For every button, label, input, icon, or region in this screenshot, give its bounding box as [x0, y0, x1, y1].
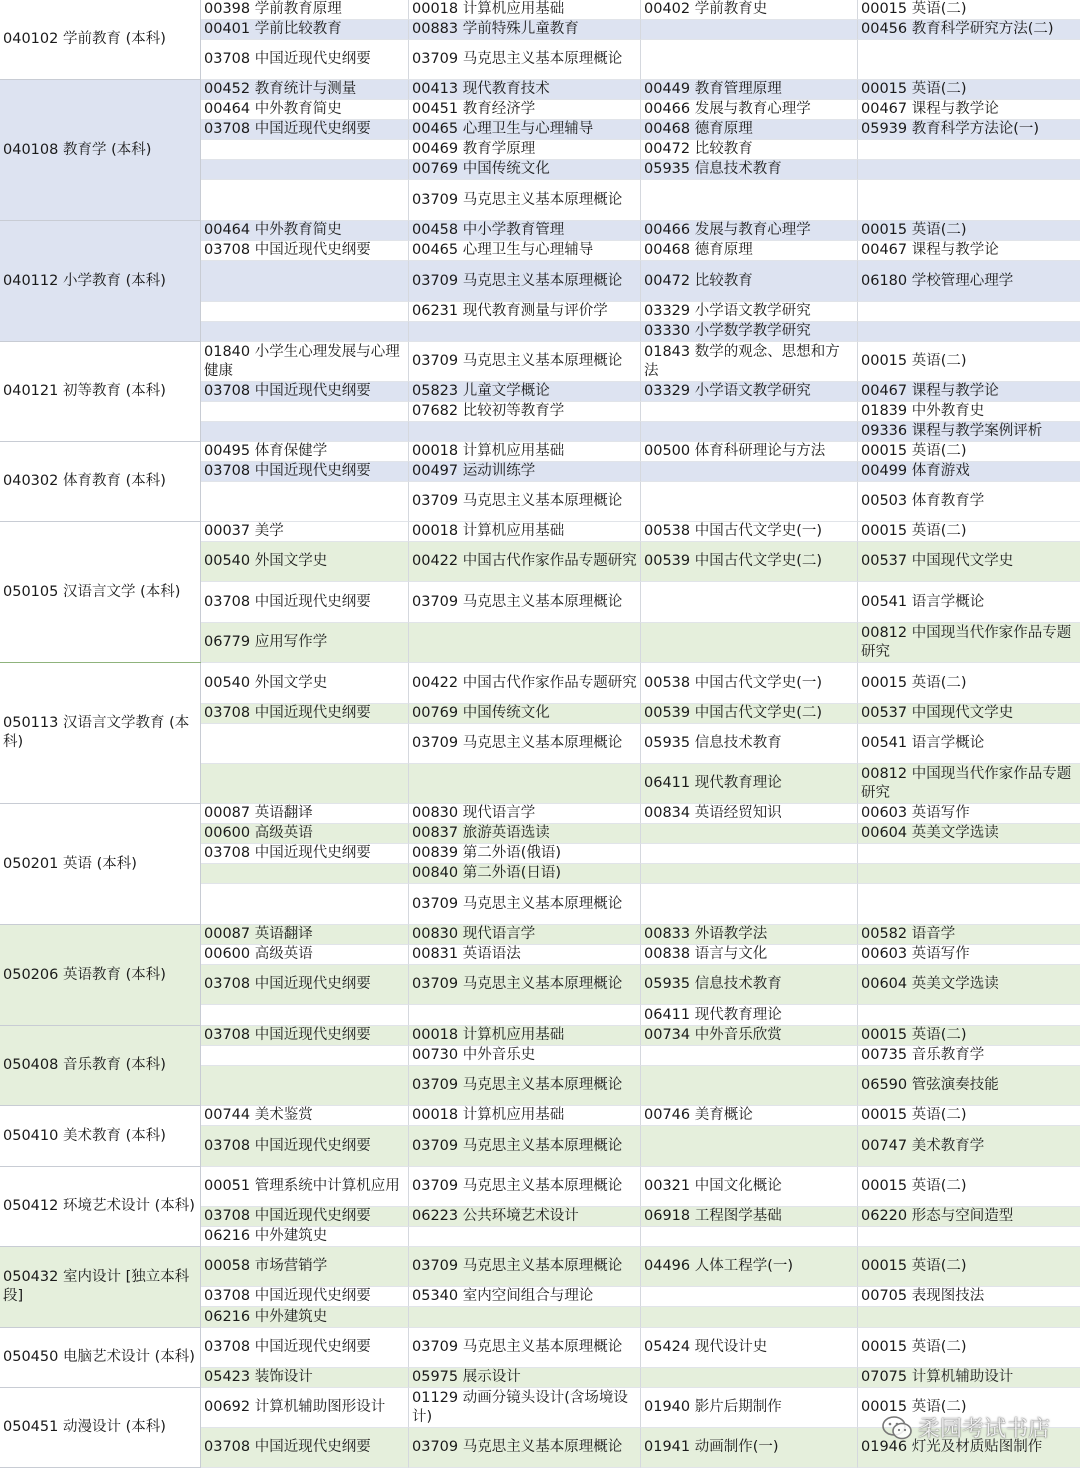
course-cell	[409, 623, 641, 663]
course-cell: 03708 中国近现代史纲要	[201, 1126, 409, 1167]
major-name: 050451 动漫设计 (本科)	[0, 1388, 201, 1467]
course-cell	[641, 20, 858, 40]
course-cell	[201, 764, 409, 804]
course-cell	[201, 884, 409, 925]
course-cell	[201, 322, 409, 342]
course-cell: 00735 音乐教育学	[858, 1046, 1080, 1066]
course-cell	[858, 140, 1080, 160]
course-cell	[641, 824, 858, 844]
major-name: 050105 汉语言文学 (本科)	[0, 522, 201, 662]
course-cell: 00467 课程与教学论	[858, 100, 1080, 120]
course-cell: 03709 马克思主义基本原理概论	[409, 965, 641, 1005]
table-row	[201, 221, 1080, 241]
course-cell: 00833 外语教学法	[641, 925, 858, 945]
course-cell: 00402 学前教育史	[641, 0, 858, 20]
course-cell	[409, 322, 641, 342]
major-group	[0, 1106, 1080, 1167]
course-cell: 03709 马克思主义基本原理概论	[409, 261, 641, 302]
course-cell: 03709 马克思主义基本原理概论	[409, 1247, 641, 1287]
course-cell: 00603 英语写作	[858, 804, 1080, 824]
course-cell: 01940 影片后期制作	[641, 1388, 858, 1428]
course-cell	[409, 1005, 641, 1026]
course-cell: 03709 马克思主义基本原理概论	[409, 1167, 641, 1207]
course-cell: 00705 表现图技法	[858, 1287, 1080, 1307]
course-cell	[858, 884, 1080, 925]
course-cell	[201, 482, 409, 522]
course-cell: 00830 现代语言学	[409, 925, 641, 945]
table-row	[201, 0, 1080, 20]
course-cell: 00540 外国文学史	[201, 542, 409, 582]
course-cell: 00467 课程与教学论	[858, 241, 1080, 261]
course-cell: 01840 小学生心理发展与心理健康	[201, 342, 409, 382]
course-cell: 05935 信息技术教育	[641, 160, 858, 180]
course-cell: 03709 马克思主义基本原理概论	[409, 1328, 641, 1368]
table-row	[201, 1005, 1080, 1026]
course-cell: 00840 第二外语(日语)	[409, 864, 641, 884]
course-cell: 07682 比较初等教育学	[409, 402, 641, 422]
major-group	[0, 663, 1080, 804]
course-cell	[641, 1126, 858, 1167]
course-cell	[858, 180, 1080, 221]
course-cell	[201, 160, 409, 180]
table-row	[201, 40, 1080, 80]
course-cell: 00015 英语(二)	[858, 342, 1080, 382]
course-cell: 00015 英语(二)	[858, 663, 1080, 704]
table-row	[201, 261, 1080, 302]
course-cell: 00600 高级英语	[201, 824, 409, 844]
course-cell: 00465 心理卫生与心理辅导	[409, 120, 641, 140]
table-row	[201, 864, 1080, 884]
course-cell: 06411 现代教育理论	[641, 1005, 858, 1026]
course-cell: 00831 英语语法	[409, 945, 641, 965]
course-cell	[641, 1307, 858, 1328]
course-cell	[201, 1046, 409, 1066]
course-cell: 03709 马克思主义基本原理概论	[409, 180, 641, 221]
major-name: 040112 小学教育 (本科)	[0, 221, 201, 341]
course-cell: 03709 马克思主义基本原理概论	[409, 342, 641, 382]
course-cell: 03329 小学语文教学研究	[641, 302, 858, 322]
course-cell: 00604 英美文学选读	[858, 824, 1080, 844]
course-cell	[409, 764, 641, 804]
course-cell: 05939 教育科学方法论(一)	[858, 120, 1080, 140]
course-cell: 03708 中国近现代史纲要	[201, 40, 409, 80]
table-row	[201, 724, 1080, 764]
course-cell: 00746 美育概论	[641, 1106, 858, 1126]
course-cell: 00018 计算机应用基础	[409, 442, 641, 462]
table-row	[201, 1066, 1080, 1106]
course-cell: 06411 现代教育理论	[641, 764, 858, 804]
course-cell	[201, 302, 409, 322]
table-row	[201, 945, 1080, 965]
course-cell: 00497 运动训练学	[409, 462, 641, 482]
course-cell: 06231 现代教育测量与评价学	[409, 302, 641, 322]
course-cell	[858, 1307, 1080, 1328]
course-cell	[201, 1005, 409, 1026]
course-cell: 00018 计算机应用基础	[409, 522, 641, 542]
table-row	[201, 20, 1080, 40]
table-row	[201, 704, 1080, 724]
course-cell: 00603 英语写作	[858, 945, 1080, 965]
course-cell	[641, 623, 858, 663]
table-row	[201, 1328, 1080, 1368]
major-group	[0, 804, 1080, 925]
table-row	[201, 100, 1080, 120]
course-cell	[641, 180, 858, 221]
course-cell: 00465 心理卫生与心理辅导	[409, 241, 641, 261]
table-row	[201, 482, 1080, 522]
course-cell: 05340 室内空间组合与理论	[409, 1287, 641, 1307]
course-cell: 00087 英语翻译	[201, 925, 409, 945]
course-cell: 03709 马克思主义基本原理概论	[409, 884, 641, 925]
course-cell: 00472 比较教育	[641, 140, 858, 160]
table-row	[201, 1126, 1080, 1167]
major-name: 040108 教育学 (本科)	[0, 80, 201, 220]
major-name: 050206 英语教育 (本科)	[0, 925, 201, 1025]
course-cell: 05423 装饰设计	[201, 1368, 409, 1388]
major-name: 050410 美术教育 (本科)	[0, 1106, 201, 1166]
course-cell: 00015 英语(二)	[858, 1167, 1080, 1207]
course-cell: 06220 形态与空间造型	[858, 1207, 1080, 1227]
major-name: 050113 汉语言文学教育 (本科)	[0, 663, 201, 803]
table-row	[201, 522, 1080, 542]
table-row	[201, 462, 1080, 482]
major-group	[0, 342, 1080, 442]
course-cell: 00830 现代语言学	[409, 804, 641, 824]
course-cell: 03330 小学数学教学研究	[641, 322, 858, 342]
major-name: 050450 电脑艺术设计 (本科)	[0, 1328, 201, 1387]
course-cell: 00422 中国古代作家作品专题研究	[409, 663, 641, 704]
course-cell: 00051 管理系统中计算机应用	[201, 1167, 409, 1207]
course-cell: 01839 中外教育史	[858, 402, 1080, 422]
course-cell: 03708 中国近现代史纲要	[201, 382, 409, 402]
course-cell: 00464 中外教育简史	[201, 100, 409, 120]
course-cell: 05424 现代设计史	[641, 1328, 858, 1368]
course-cell: 00837 旅游英语选读	[409, 824, 641, 844]
course-cell	[201, 140, 409, 160]
table-row	[201, 1368, 1080, 1388]
course-cell: 03709 马克思主义基本原理概论	[409, 1428, 641, 1468]
course-cell: 00541 语言学概论	[858, 582, 1080, 623]
course-cell: 00449 教育管理原理	[641, 80, 858, 100]
major-group	[0, 221, 1080, 342]
course-cell: 03708 中国近现代史纲要	[201, 1428, 409, 1468]
course-cell: 00037 美学	[201, 522, 409, 542]
course-cell	[858, 322, 1080, 342]
course-cell: 00466 发展与教育心理学	[641, 221, 858, 241]
course-cell: 00500 体育科研理论与方法	[641, 442, 858, 462]
course-cell: 06216 中外建筑史	[201, 1227, 409, 1247]
course-cell: 05935 信息技术教育	[641, 965, 858, 1005]
course-cell: 01843 数学的观念、思想和方法	[641, 342, 858, 382]
course-cell	[641, 1287, 858, 1307]
course-cell: 03708 中国近现代史纲要	[201, 241, 409, 261]
course-cell: 03329 小学语文教学研究	[641, 382, 858, 402]
table-row	[201, 965, 1080, 1005]
course-cell: 00744 美术鉴赏	[201, 1106, 409, 1126]
table-row	[201, 80, 1080, 100]
table-row	[201, 804, 1080, 824]
course-cell: 00838 语言与文化	[641, 945, 858, 965]
course-cell: 00537 中国现代文学史	[858, 704, 1080, 724]
course-cell: 00769 中国传统文化	[409, 704, 641, 724]
course-cell	[641, 1227, 858, 1247]
course-cell: 06216 中外建筑史	[201, 1307, 409, 1328]
major-name: 050201 英语 (本科)	[0, 804, 201, 924]
course-cell: 00015 英语(二)	[858, 442, 1080, 462]
course-cell: 00812 中国现当代作家作品专题研究	[858, 623, 1080, 663]
course-cell: 00466 发展与教育心理学	[641, 100, 858, 120]
course-cell: 05975 展示设计	[409, 1368, 641, 1388]
course-cell: 00541 语言学概论	[858, 724, 1080, 764]
course-cell: 00538 中国古代文学史(一)	[641, 522, 858, 542]
course-cell	[641, 402, 858, 422]
wechat-icon	[882, 1415, 912, 1441]
course-cell	[641, 864, 858, 884]
table-row	[201, 582, 1080, 623]
course-cell: 00540 外国文学史	[201, 663, 409, 704]
course-cell	[409, 422, 641, 442]
course-cell: 00015 英语(二)	[858, 1106, 1080, 1126]
course-cell: 03709 马克思主义基本原理概论	[409, 724, 641, 764]
course-cell	[858, 864, 1080, 884]
course-cell: 00769 中国传统文化	[409, 160, 641, 180]
course-cell: 00018 计算机应用基础	[409, 1106, 641, 1126]
table-row	[201, 1207, 1080, 1227]
major-name: 040302 体育教育 (本科)	[0, 442, 201, 521]
table-row	[201, 180, 1080, 221]
course-cell: 06590 管弦演奏技能	[858, 1066, 1080, 1106]
table-row	[201, 1247, 1080, 1287]
course-cell: 00015 英语(二)	[858, 1026, 1080, 1046]
course-cell	[641, 1368, 858, 1388]
course-cell	[641, 884, 858, 925]
course-cell: 00401 学前比较教育	[201, 20, 409, 40]
course-cell: 00015 英语(二)	[858, 522, 1080, 542]
course-cell: 01129 动画分镜头设计(含场境设计)	[409, 1388, 641, 1428]
course-cell: 01946 灯光及材质贴图制作	[858, 1428, 1080, 1468]
table-row	[201, 382, 1080, 402]
course-cell: 00600 高级英语	[201, 945, 409, 965]
course-cell	[201, 261, 409, 302]
course-cell	[201, 864, 409, 884]
major-group	[0, 1247, 1080, 1328]
course-cell: 00472 比较教育	[641, 261, 858, 302]
course-cell: 05823 儿童文学概论	[409, 382, 641, 402]
watermark	[882, 1412, 1050, 1443]
course-cell: 00018 计算机应用基础	[409, 1026, 641, 1046]
course-cell	[858, 844, 1080, 864]
course-cell: 03709 马克思主义基本原理概论	[409, 40, 641, 80]
major-group	[0, 522, 1080, 663]
course-cell: 05935 信息技术教育	[641, 724, 858, 764]
major-group	[0, 80, 1080, 221]
table-row	[201, 1287, 1080, 1307]
table-row	[201, 844, 1080, 864]
course-cell: 00499 体育游戏	[858, 462, 1080, 482]
course-cell: 03708 中国近现代史纲要	[201, 704, 409, 724]
major-group	[0, 1328, 1080, 1388]
course-cell: 06918 工程图学基础	[641, 1207, 858, 1227]
course-cell	[641, 482, 858, 522]
major-name: 050408 音乐教育 (本科)	[0, 1026, 201, 1105]
course-cell: 00467 课程与教学论	[858, 382, 1080, 402]
course-cell: 03709 马克思主义基本原理概论	[409, 582, 641, 623]
course-cell	[409, 1227, 641, 1247]
course-cell	[201, 180, 409, 221]
course-cell: 00539 中国古代文学史(二)	[641, 542, 858, 582]
table-row	[201, 925, 1080, 945]
course-cell: 03709 马克思主义基本原理概论	[409, 482, 641, 522]
course-cell: 00503 体育教育学	[858, 482, 1080, 522]
course-cell: 00422 中国古代作家作品专题研究	[409, 542, 641, 582]
major-group	[0, 0, 1080, 80]
table-row	[201, 1106, 1080, 1126]
table-row	[201, 241, 1080, 261]
course-cell: 00747 美术教育学	[858, 1126, 1080, 1167]
course-cell: 00537 中国现代文学史	[858, 542, 1080, 582]
course-cell: 07075 计算机辅助设计	[858, 1368, 1080, 1388]
course-cell: 00015 英语(二)	[858, 0, 1080, 20]
course-cell: 00883 学前特殊儿童教育	[409, 20, 641, 40]
course-cell: 00015 英语(二)	[858, 1388, 1080, 1428]
course-cell	[201, 422, 409, 442]
course-cell: 00495 体育保健学	[201, 442, 409, 462]
table-row	[201, 322, 1080, 342]
course-cell: 00015 英语(二)	[858, 221, 1080, 241]
course-cell: 03708 中国近现代史纲要	[201, 582, 409, 623]
course-cell: 03708 中国近现代史纲要	[201, 844, 409, 864]
course-cell: 00458 中小学教育管理	[409, 221, 641, 241]
course-cell	[201, 724, 409, 764]
course-cell	[641, 582, 858, 623]
major-group	[0, 442, 1080, 522]
major-group	[0, 1026, 1080, 1106]
course-cell: 00730 中外音乐史	[409, 1046, 641, 1066]
course-cell: 00087 英语翻译	[201, 804, 409, 824]
table-row	[201, 623, 1080, 663]
course-cell	[858, 302, 1080, 322]
course-cell: 00451 教育经济学	[409, 100, 641, 120]
course-cell: 03708 中国近现代史纲要	[201, 1207, 409, 1227]
course-cell: 00469 教育学原理	[409, 140, 641, 160]
table-row	[201, 1227, 1080, 1247]
course-cell	[641, 40, 858, 80]
course-cell: 00015 英语(二)	[858, 1247, 1080, 1287]
course-cell	[858, 160, 1080, 180]
course-cell: 00452 教育统计与测量	[201, 80, 409, 100]
course-cell: 03708 中国近现代史纲要	[201, 462, 409, 482]
course-cell: 06223 公共环境艺术设计	[409, 1207, 641, 1227]
course-cell: 00538 中国古代文学史(一)	[641, 663, 858, 704]
table-row	[201, 342, 1080, 382]
course-cell: 00468 德育原理	[641, 241, 858, 261]
course-cell: 03708 中国近现代史纲要	[201, 120, 409, 140]
table-row	[201, 1046, 1080, 1066]
course-cell	[201, 1066, 409, 1106]
course-cell: 06180 学校管理心理学	[858, 261, 1080, 302]
course-cell: 00539 中国古代文学史(二)	[641, 704, 858, 724]
table-row	[201, 140, 1080, 160]
course-cell: 00604 英美文学选读	[858, 965, 1080, 1005]
table-row	[201, 1167, 1080, 1207]
course-cell	[641, 844, 858, 864]
table-row	[201, 884, 1080, 925]
course-cell: 00015 英语(二)	[858, 1328, 1080, 1368]
major-name: 050412 环境艺术设计 (本科)	[0, 1167, 201, 1246]
course-cell: 03708 中国近现代史纲要	[201, 965, 409, 1005]
table-row	[201, 764, 1080, 804]
table-row	[201, 302, 1080, 322]
table-row	[201, 1026, 1080, 1046]
course-cell: 00398 学前教育原理	[201, 0, 409, 20]
major-name: 050432 室内设计 [独立本科段]	[0, 1247, 201, 1327]
course-cell: 00018 计算机应用基础	[409, 0, 641, 20]
table-row	[201, 160, 1080, 180]
course-cell	[858, 1227, 1080, 1247]
course-cell: 00812 中国现当代作家作品专题研究	[858, 764, 1080, 804]
course-cell: 00839 第二外语(俄语)	[409, 844, 641, 864]
course-cell: 00468 德育原理	[641, 120, 858, 140]
watermark-text: 柔园考试书店	[917, 1417, 1050, 1442]
course-cell	[858, 40, 1080, 80]
course-cell: 04496 人体工程学(一)	[641, 1247, 858, 1287]
course-cell	[409, 1307, 641, 1328]
table-row	[201, 663, 1080, 704]
course-cell: 00734 中外音乐欣赏	[641, 1026, 858, 1046]
course-cell: 03709 马克思主义基本原理概论	[409, 1126, 641, 1167]
course-cell: 00321 中国文化概论	[641, 1167, 858, 1207]
course-cell: 01941 动画制作(一)	[641, 1428, 858, 1468]
course-cell	[641, 1046, 858, 1066]
course-cell: 00582 语音学	[858, 925, 1080, 945]
course-cell: 00834 英语经贸知识	[641, 804, 858, 824]
course-cell	[201, 402, 409, 422]
major-name: 040121 初等教育 (本科)	[0, 342, 201, 441]
course-cell: 06779 应用写作学	[201, 623, 409, 663]
course-cell: 09336 课程与教学案例评析	[858, 422, 1080, 442]
course-cell: 03708 中国近现代史纲要	[201, 1026, 409, 1046]
course-cell: 00456 教育科学研究方法(二)	[858, 20, 1080, 40]
course-cell	[641, 1066, 858, 1106]
course-cell: 00692 计算机辅助图形设计	[201, 1388, 409, 1428]
table-row	[201, 120, 1080, 140]
course-cell: 00413 现代教育技术	[409, 80, 641, 100]
major-name: 040102 学前教育 (本科)	[0, 0, 201, 79]
course-cell: 03708 中国近现代史纲要	[201, 1287, 409, 1307]
course-cell	[858, 1005, 1080, 1026]
table-row	[201, 402, 1080, 422]
major-group	[0, 925, 1080, 1026]
course-cell: 00464 中外教育简史	[201, 221, 409, 241]
table-row	[201, 422, 1080, 442]
course-cell: 00015 英语(二)	[858, 80, 1080, 100]
course-cell	[641, 422, 858, 442]
table-row	[201, 542, 1080, 582]
course-cell: 03708 中国近现代史纲要	[201, 1328, 409, 1368]
course-cell: 03709 马克思主义基本原理概论	[409, 1066, 641, 1106]
table-row	[201, 442, 1080, 462]
course-cell: 00058 市场营销学	[201, 1247, 409, 1287]
major-group	[0, 1167, 1080, 1247]
course-cell	[641, 462, 858, 482]
table-row	[201, 1307, 1080, 1328]
table-row	[201, 824, 1080, 844]
